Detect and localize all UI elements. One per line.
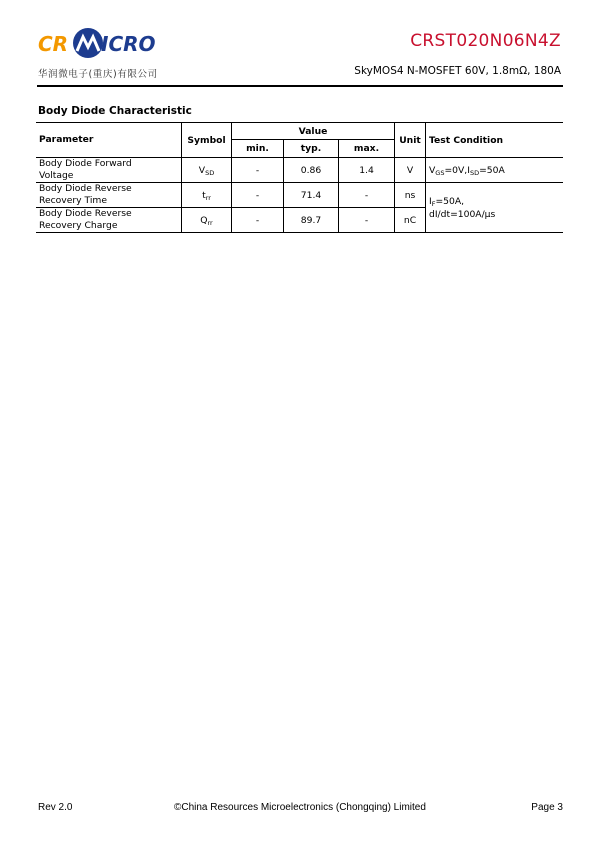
table-row [36,158,563,183]
parameter-cell [36,158,182,183]
symbol-main: t [202,189,206,201]
header-max: max. [339,140,395,158]
parameter-cell [36,183,182,208]
typ-cell: 0.86 [284,158,339,183]
merged-condition-cell [426,183,564,233]
symbol-sub: rr [207,218,213,227]
min-cell: - [232,183,284,208]
parameter-line: Body Diode Forward [39,158,132,169]
header-value: Value [232,123,395,140]
symbol-cell [182,208,232,233]
parameter-line: Body Diode Reverse [39,183,132,194]
parameter-line: Recovery Time [39,195,108,206]
product-subtitle: SkyMOS4 N-MOSFET 60V, 1.8mΩ, 180A [354,65,561,77]
symbol-sub: SD [205,168,215,177]
header-min: min. [232,140,284,158]
symbol-main: Q [200,214,208,226]
condition-sub: SD [469,168,480,177]
header-divider [37,85,563,87]
symbol-cell [182,183,232,208]
condition-part: =50A, [435,195,465,207]
min-cell: - [232,158,284,183]
svg-text:ICRO: ICRO [101,32,156,56]
header-parameter: Parameter [36,123,182,158]
table-header-row [36,123,563,140]
symbol-main: V [198,164,206,176]
parameter-line: Body Diode Reverse [39,208,132,219]
header-test-condition: Test Condition [426,123,564,158]
footer-page-number: Page 3 [531,802,563,813]
symbol-sub: rr [205,193,211,202]
condition-sub: GS [435,168,445,177]
symbol-cell [182,158,232,183]
condition-part: =50A [479,164,505,176]
condition-cell [426,158,564,183]
parameter-line: Recovery Charge [39,220,118,231]
typ-cell: 89.7 [284,208,339,233]
condition-part: I [429,195,432,207]
svg-text:CR: CR [38,32,69,56]
max-cell: - [339,208,395,233]
max-cell: - [339,183,395,208]
company-name-cn: 华润微电子(重庆)有限公司 [38,69,158,80]
typ-cell: 71.4 [284,183,339,208]
header-typ: typ. [284,140,339,158]
unit-cell: nC [395,208,426,233]
footer-revision: Rev 2.0 [38,802,73,813]
unit-cell: V [395,158,426,183]
table-row [36,183,563,208]
parameter-line: Voltage [39,170,74,181]
condition-part: =0V,I [444,164,470,176]
condition-sub: F [431,199,436,208]
max-cell: 1.4 [339,158,395,183]
header-symbol: Symbol [182,123,232,158]
header-unit: Unit [395,123,426,158]
body-diode-table [36,122,563,233]
company-logo [38,27,166,63]
section-title: Body Diode Characteristic [38,105,192,117]
condition-part: dI/dt=100A/μs [429,208,496,220]
condition-part: V [429,164,436,176]
part-number: CRST020N06N4Z [410,31,561,51]
footer-copyright: ©China Resources Microelectronics (Chongqing) Limited [174,802,426,813]
parameter-cell [36,208,182,233]
unit-cell: ns [395,183,426,208]
min-cell: - [232,208,284,233]
